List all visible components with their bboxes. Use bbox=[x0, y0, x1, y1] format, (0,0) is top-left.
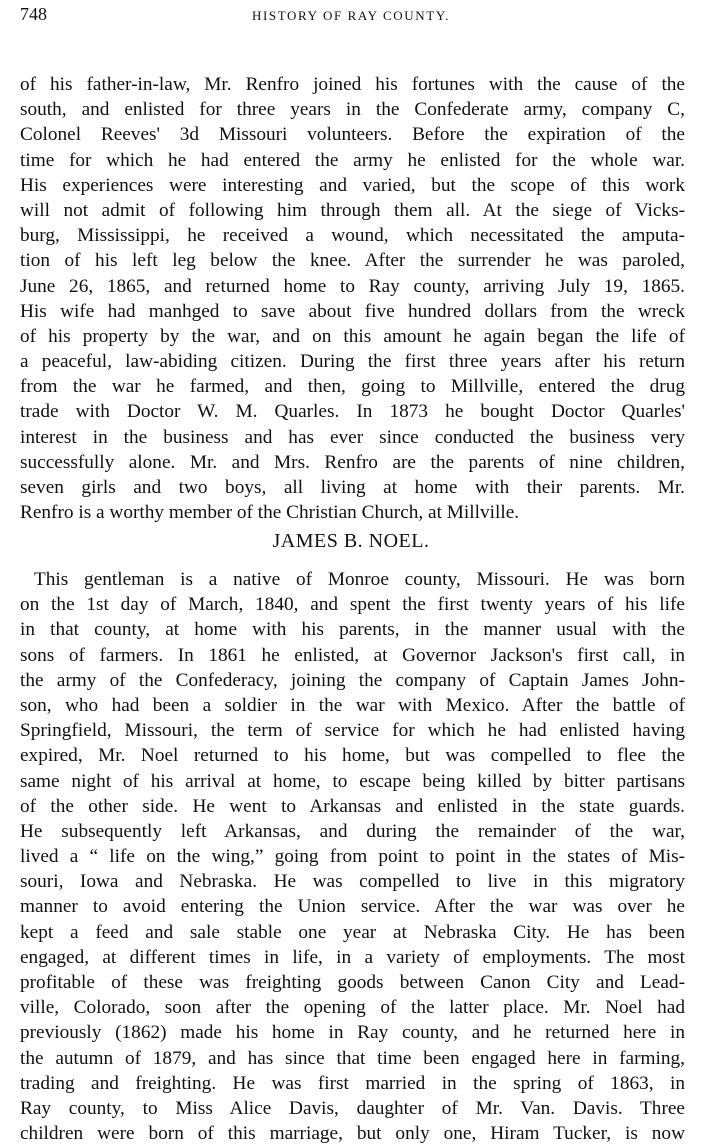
paragraph-renfro bbox=[20, 72, 685, 525]
text-line: profitable of these was freighting goods between Canon City and Lead- bbox=[20, 972, 685, 993]
text-line: expired, Mr. Noel returned to his home, but was compelled to flee the bbox=[20, 745, 685, 767]
text-line: on the 1st day of March, 1840, and spent the first twenty years of his life bbox=[20, 594, 685, 616]
text-line: in that county, at home with his parents, in the manner usual with the bbox=[20, 619, 685, 641]
text-line: seven girls and two boys, all living at home with their parents. Mr. bbox=[20, 477, 685, 498]
text-line: the army of the Confederacy, joining the company of Captain James John- bbox=[20, 669, 685, 691]
page-number: 748 bbox=[20, 4, 47, 24]
text-line: souri, Iowa and Nebraska. He was compelled to live in this migratory bbox=[20, 871, 685, 893]
text-line: of the other side. He went to Arkansas and enlisted in the state guards. bbox=[20, 795, 685, 817]
running-title: HISTORY OF RAY COUNTY. bbox=[252, 8, 450, 23]
text-line: trading and freighting. He was first married in the spring of 1863, in bbox=[20, 1072, 685, 1094]
text-line: lived a “ life on the wing,” going from point to point in the states of Mis- bbox=[20, 846, 685, 868]
section-heading: JAMES B. NOEL. bbox=[272, 530, 430, 552]
text-line: children were born of this marriage, but only one, Hiram Tucker, is now bbox=[20, 1123, 685, 1145]
text-line: from the war he farmed, and then, going to Millville, entered the drug bbox=[20, 376, 685, 398]
text-line: a peaceful, law-abiding citizen. During the first three years after his return bbox=[20, 351, 685, 373]
text-line: same night of his arrival at home, to escape being killed by bitter partisans bbox=[20, 770, 685, 792]
text-line: Colonel Reeves' 3d Missouri volunteers. Before the expiration of the bbox=[20, 124, 685, 146]
text-line: Renfro is a worthy member of the Christian Church, at Millville. bbox=[20, 502, 520, 524]
text-line: He subsequently left Arkansas, and during the remainder of the war, bbox=[20, 820, 685, 842]
paragraph-noel bbox=[20, 567, 685, 1146]
text-line: This gentleman is a native of Monroe county, Missouri. He was born bbox=[34, 569, 685, 590]
text-line: burg, Mississippi, he received a wound, which necessitated the amputa- bbox=[20, 225, 685, 247]
text-line: son, who had been a soldier in the war with Mexico. After the battle of bbox=[20, 694, 685, 716]
text-line: successfully alone. Mr. and Mrs. Renfro are the parents of nine children, bbox=[20, 451, 685, 473]
text-line: tion of his left leg below the knee. After the surrender he was paroled, bbox=[20, 250, 685, 272]
text-line: previously (1862) made his home in Ray county, and he returned here in bbox=[20, 1022, 685, 1044]
text-line: His wife had manhged to save about five hundred dollars from the wreck bbox=[20, 300, 685, 322]
text-line: trade with Doctor W. M. Quarles. In 1873 he bought Doctor Quarles' bbox=[20, 401, 685, 423]
text-line: time for which he had entered the army he enlisted for the whole war. bbox=[20, 149, 685, 171]
text-line: engaged, at different times in life, in a variety of employments. The most bbox=[20, 946, 685, 968]
text-line: ville, Colorado, soon after the opening of the latter place. Mr. Noel had bbox=[20, 997, 685, 1019]
text-line: June 26, 1865, and returned home to Ray county, arriving July 19, 1865. bbox=[20, 275, 685, 297]
text-line: the autumn of 1879, and has since that time been engaged here in farming, bbox=[20, 1047, 685, 1069]
text-line: manner to avoid entering the Union service. After the war was over he bbox=[20, 896, 685, 918]
text-line: will not admit of following him through them all. At the siege of Vicks- bbox=[20, 199, 685, 221]
text-line: of his father-in-law, Mr. Renfro joined his fortunes with the cause of the bbox=[20, 74, 685, 95]
text-line: kept a feed and sale stable one year at Nebraska City. He has been bbox=[20, 921, 685, 943]
text-line: sons of farmers. In 1861 he enlisted, at Governor Jackson's first call, in bbox=[20, 644, 685, 666]
text-line: of his property by the war, and on this amount he again began the life of bbox=[20, 325, 685, 347]
text-line: Springfield, Missouri, the term of service for which he had enlisted having bbox=[20, 720, 685, 742]
text-line: His experiences were interesting and varied, but the scope of this work bbox=[20, 174, 685, 196]
text-line: Ray county, to Miss Alice Davis, daughter of Mr. Van. Davis. Three bbox=[20, 1097, 685, 1119]
text-line: interest in the business and has ever since conducted the business very bbox=[20, 426, 685, 448]
text-line: south, and enlisted for three years in the Confederate army, company C, bbox=[20, 99, 685, 121]
